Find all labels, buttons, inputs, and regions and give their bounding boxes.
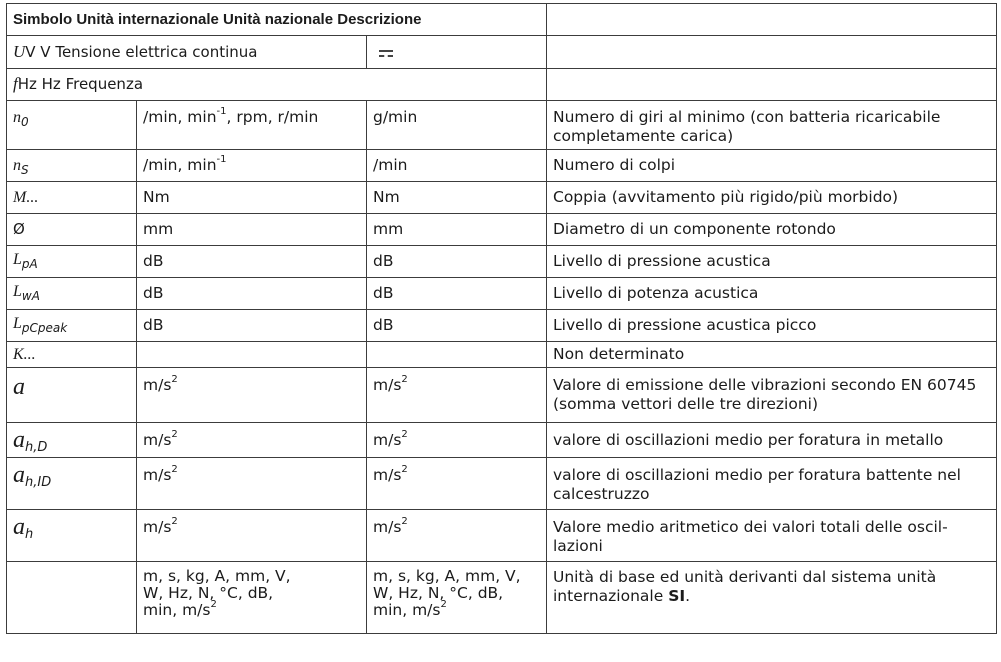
units-table-document — [6, 3, 996, 634]
dc-symbol-cell — [367, 36, 547, 69]
intl-unit-cell: /min, $\min^{-1}$, rpm, r/min — [137, 101, 367, 150]
nat-unit-cell: Nm — [367, 182, 547, 214]
description-cell: Coppia (avvitamento più rigido/più morbido) — [547, 182, 997, 214]
table-row — [7, 214, 997, 246]
description-cell: Numero di colpi — [547, 150, 997, 182]
frequency-text: Hz Hz Frequenza — [17, 75, 144, 93]
symbol-cell: $n_S$ — [7, 150, 137, 182]
symbol-cell: K... — [7, 342, 137, 368]
symbol-cell — [7, 562, 137, 634]
intl-unit-cell: $m/s^2$ — [137, 423, 367, 458]
symbol-cell: M... — [7, 182, 137, 214]
table-row — [7, 246, 997, 278]
table-row — [7, 310, 997, 342]
intl-unit-cell — [137, 342, 367, 368]
nat-unit-cell: /min — [367, 150, 547, 182]
description-cell: valore di oscillazioni medio per foratura in metallo — [547, 423, 997, 458]
table-row — [7, 458, 997, 510]
description-cell: Diametro di un componente rotondo — [547, 214, 997, 246]
header-empty-cell — [547, 4, 997, 36]
header-description: Descrizione — [337, 11, 422, 28]
voltage-cell — [7, 36, 367, 69]
table-row — [7, 278, 997, 310]
intl-unit-cell: /min, $\min^{-1}$ — [137, 150, 367, 182]
table-row — [7, 562, 997, 634]
units-table — [6, 3, 997, 634]
nat-unit-cell — [367, 342, 547, 368]
nat-unit-cell: m, s, kg, A, mm, V, W, Hz, N, °C, dB, min, $m/s^2$ — [367, 562, 547, 634]
symbol-cell: a — [7, 368, 137, 423]
table-row — [7, 101, 997, 150]
intl-unit-cell: mm — [137, 214, 367, 246]
table-row — [7, 510, 997, 562]
table-row — [7, 342, 997, 368]
symbol-cell: ah — [7, 510, 137, 562]
symbol-u: U — [13, 42, 26, 61]
description-cell: Valore medio aritmetico dei valori totali delle oscil-lazioni — [547, 510, 997, 562]
symbol-cell: $L_{wA}$ — [7, 278, 137, 310]
intl-unit-cell: dB — [137, 246, 367, 278]
nat-unit-cell: $m/s^2$ — [367, 423, 547, 458]
table-row — [7, 182, 997, 214]
table-row — [7, 423, 997, 458]
symbol-cell: Ø — [7, 214, 137, 246]
description-cell: Unità di base ed unità derivanti dal sistema unità internazionale SI. — [547, 562, 997, 634]
nat-unit-cell: g/min — [367, 101, 547, 150]
intl-unit-cell: $m/s^2$ — [137, 510, 367, 562]
nat-unit-cell: dB — [367, 310, 547, 342]
empty-cell — [547, 36, 997, 69]
intl-unit-cell: dB — [137, 278, 367, 310]
table-row — [7, 150, 997, 182]
empty-cell — [547, 69, 997, 101]
symbol-cell: $n_0$ — [7, 101, 137, 150]
description-cell: Livello di pressione acustica — [547, 246, 997, 278]
header-intl: Unità internazionale — [76, 11, 219, 28]
intl-unit-cell: m, s, kg, A, mm, V, W, Hz, N, °C, dB, min, $m/s^2$ — [137, 562, 367, 634]
header-symbol: Simbolo — [13, 11, 73, 28]
symbol-cell: ah,ID — [7, 458, 137, 510]
description-cell: Valore di emissione delle vibrazioni secondo EN 60745 (somma vettori delle tre direzioni) — [547, 368, 997, 423]
description-cell: Non determinato — [547, 342, 997, 368]
symbol-cell: $L_{pA}$ — [7, 246, 137, 278]
description-cell: Livello di pressione acustica picco — [547, 310, 997, 342]
symbol-cell: ah,D — [7, 423, 137, 458]
description-cell: Livello di potenza acustica — [547, 278, 997, 310]
nat-unit-cell: $m/s^2$ — [367, 510, 547, 562]
table-row — [7, 368, 997, 423]
symbol-cell: $L_{pCpeak}$ — [7, 310, 137, 342]
header-national: Unità nazionale — [223, 11, 334, 28]
frequency-cell — [7, 69, 547, 101]
nat-unit-cell: $m/s^2$ — [367, 368, 547, 423]
nat-unit-cell: mm — [367, 214, 547, 246]
description-cell: Numero di giri al minimo (con batteria ricaricabile completamente carica) — [547, 101, 997, 150]
description-cell: valore di oscillazioni medio per foratura battente nel calcestruzzo — [547, 458, 997, 510]
intl-unit-cell: $m/s^2$ — [137, 458, 367, 510]
nat-unit-cell: dB — [367, 246, 547, 278]
table-row — [7, 36, 997, 69]
nat-unit-cell: dB — [367, 278, 547, 310]
direct-current-icon — [379, 50, 393, 58]
header-cell — [7, 4, 547, 36]
header-row — [7, 4, 997, 36]
intl-unit-cell: $m/s^2$ — [137, 368, 367, 423]
voltage-text: V V Tensione elettrica continua — [25, 43, 258, 61]
symbol-f: f — [13, 74, 18, 93]
intl-unit-cell: Nm — [137, 182, 367, 214]
table-row — [7, 69, 997, 101]
intl-unit-cell: dB — [137, 310, 367, 342]
nat-unit-cell: $m/s^2$ — [367, 458, 547, 510]
